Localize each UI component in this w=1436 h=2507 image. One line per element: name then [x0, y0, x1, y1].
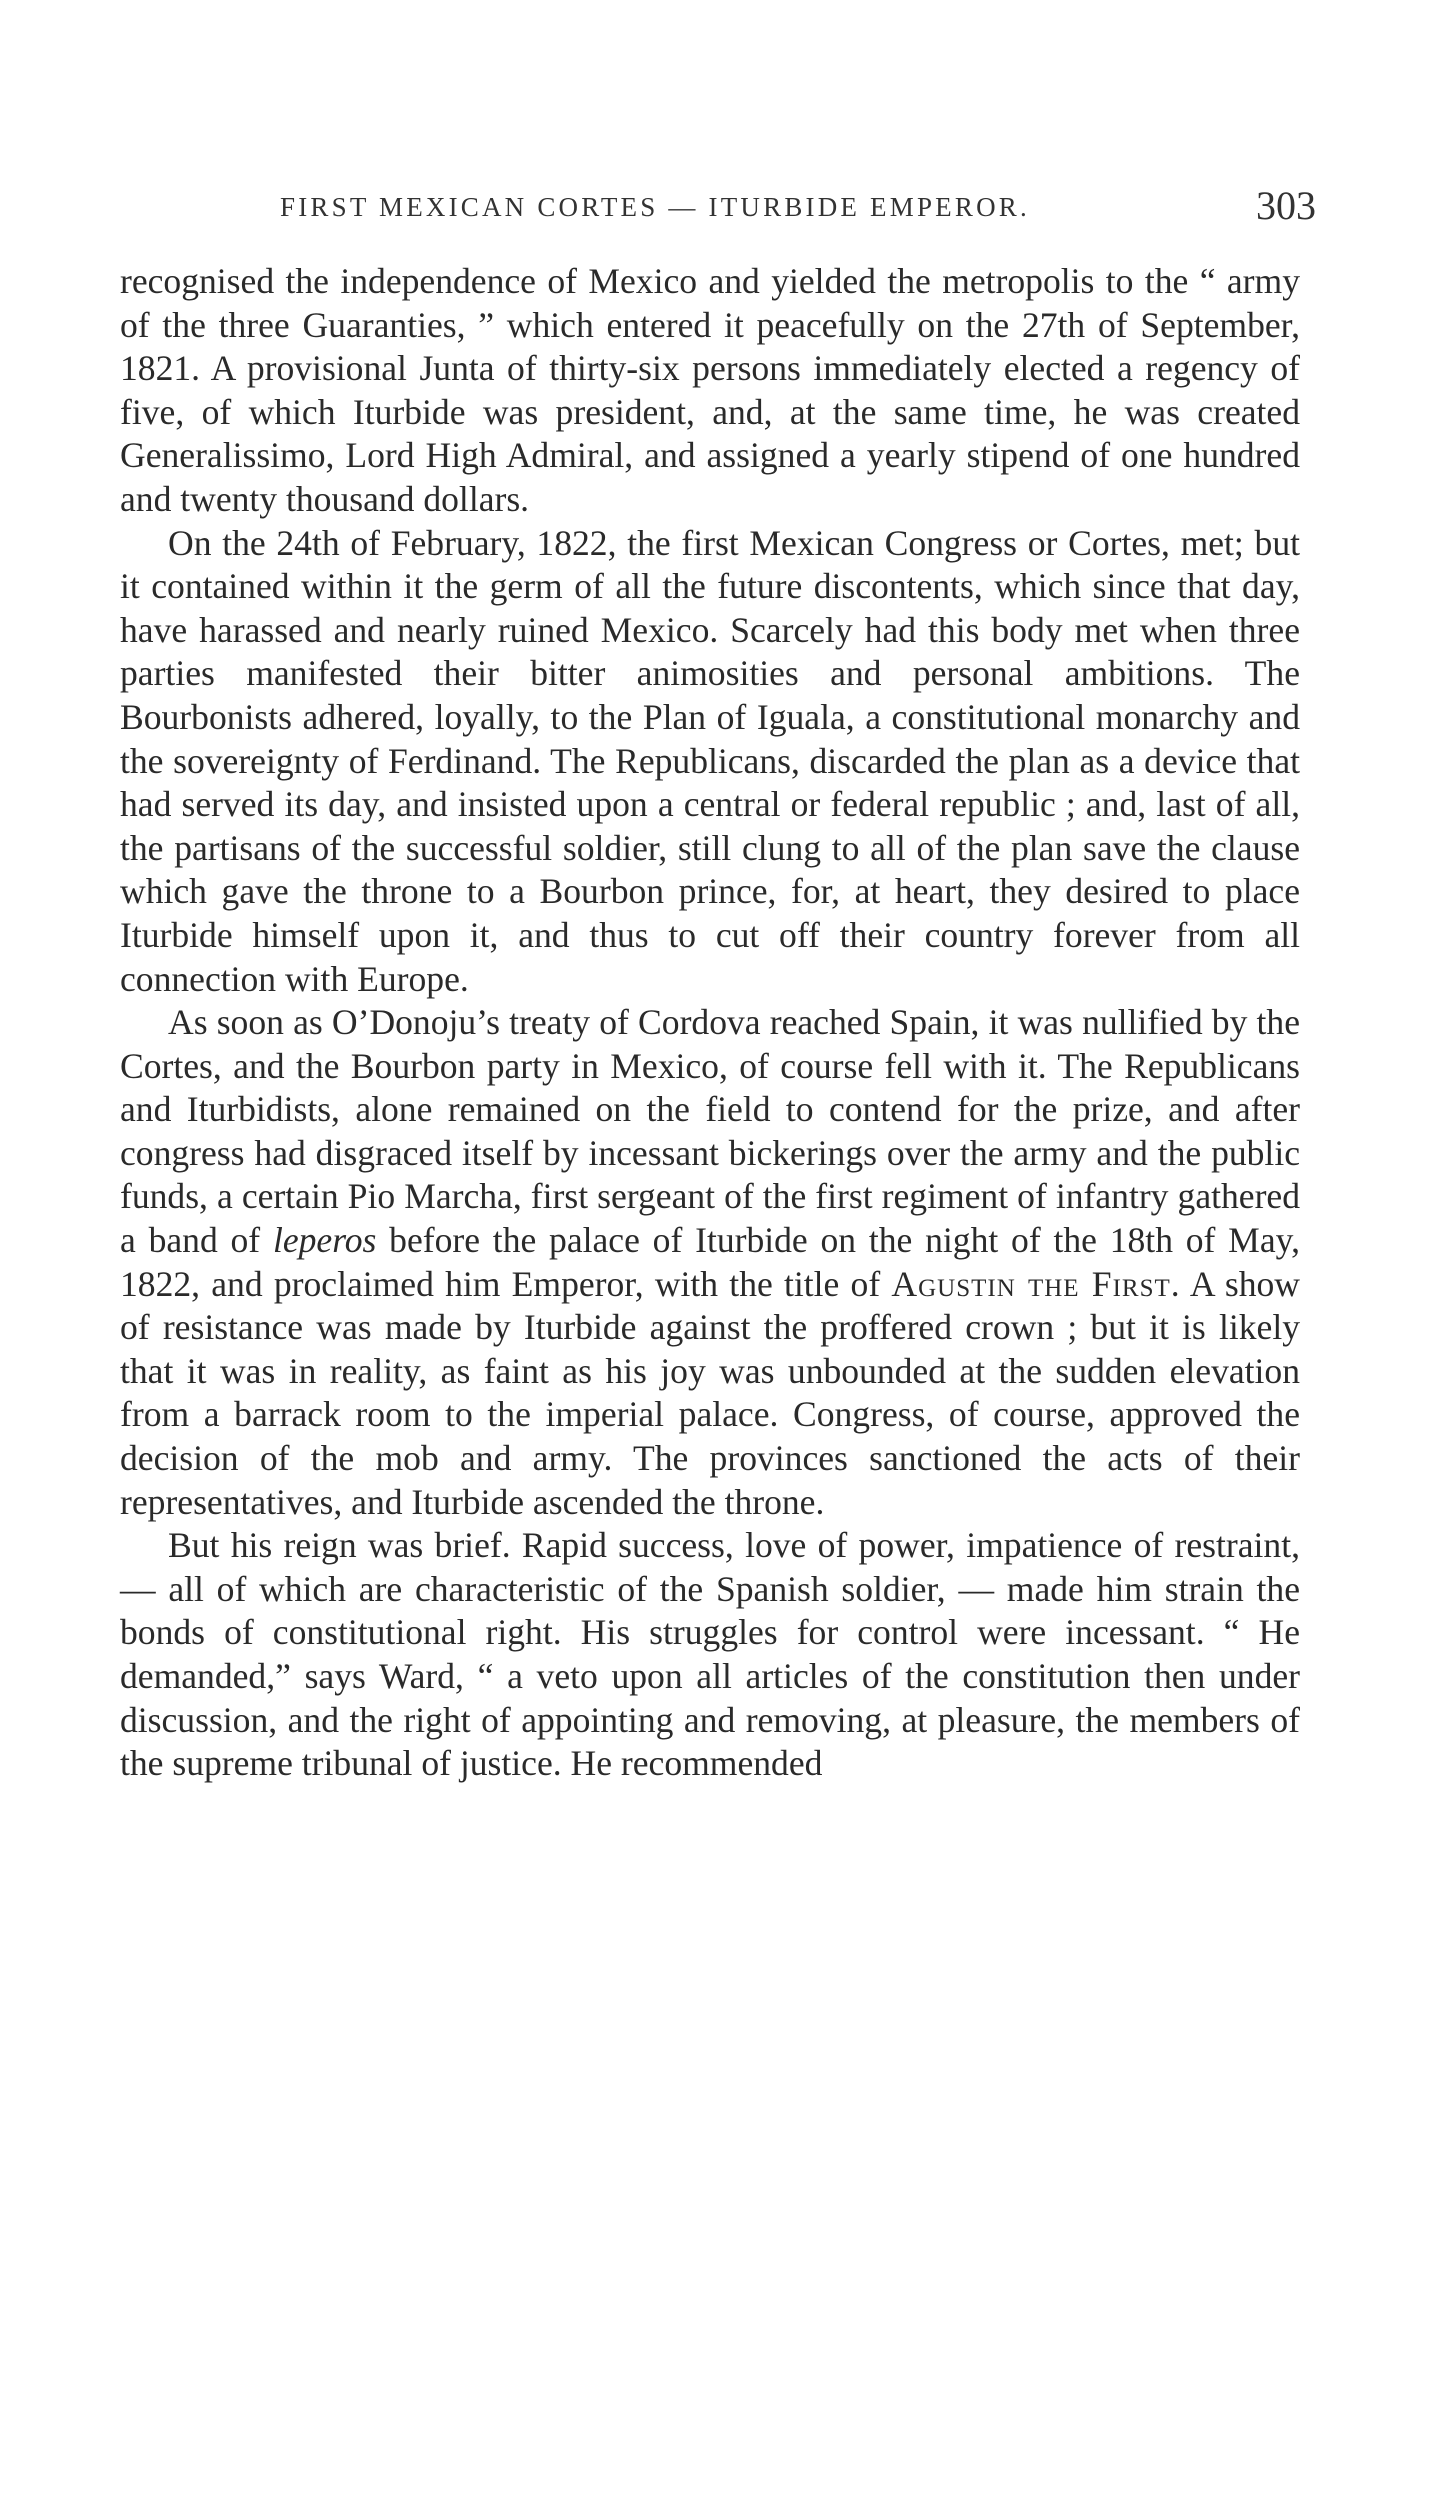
paragraph-3-part-1: As soon as O’Donoju’s treaty of Cordova reached Spain, it was nullified by the Cortes, and the Bourbon party in Mexico, of course fell with it. The Republicans and Iturbidists, alone remained on the field to contend for the prize, and after congress had disgraced itself by incessant bickerings over the army and the public funds, a certain Pio Marcha, first sergeant of the first regiment of infantry gathered a band of: [120, 1002, 1300, 1261]
paragraph-3-part-2: before the palace of Iturbide on the night of the 18th of May, 1822, and proclaimed him Emperor, with the title of: [120, 1220, 1300, 1304]
paragraph-2: On the 24th of February, 1822, the first Mexican Congress or Cortes, met; but it contained within it the germ of all the future discontents, which since that day, have harassed and nearly ruined Mexico. Scarcely had this body met when three parties manifested their bitter animosities and personal ambitions. The Bourbonists adhered, loyally, to the Plan of Iguala, a constitutional monarchy and the sovereignty of Ferdinand. The Republicans, discarded the plan as a device that had served its day, and insisted upon a central or federal republic ; and, last of all, the partisans of the successful soldier, still clung to all of the plan save the clause which gave the throne to a Bourbon prince, for, at heart, they desired to place Iturbide himself upon it, and thus to cut off their country forever from all connection with Europe.: [120, 522, 1300, 999]
running-head: [120, 182, 1316, 242]
paragraph-3: [120, 1001, 1300, 1524]
paragraph-1: recognised the independence of Mexico and yielded the metropolis to the “ army of the three Guaranties, ” which entered it peacefully on the 27th of September, 1821. A provisional Junta of thirty-six persons immediately elected a regency of five, of which Iturbide was president, and, at the same time, he was created Generalissimo, Lord High Admiral, and assigned a yearly stipend of one hundred and twenty thousand dollars.: [120, 261, 1300, 519]
smallcaps-title: Agustin the First.: [891, 1263, 1181, 1304]
running-title: FIRST MEXICAN CORTES — ITURBIDE EMPEROR.: [280, 192, 1030, 222]
paragraph-4: But his reign was brief. Rapid success, love of power, impatience of restraint, — all of which are characteristic of the Spanish soldier, — made him strain the bonds of constitutional right. His struggles for control were incessant. “ He demanded,” says Ward, “ a veto upon all articles of the constitution then under discussion, and the right of appointing and removing, at pleasure, the members of the supreme tribunal of justice. He recommended: [120, 1525, 1300, 1784]
page-number: 303: [1256, 183, 1316, 228]
body-text: [120, 260, 1300, 1786]
paragraph-3-part-3: A show of resistance was made by Iturbide against the proffered crown ; but it is likely that it was in reality, as faint as his joy was unbounded at the sudden elevation from a barrack room to the imperial palace. Congress, of course, approved the decision of the mob and army. The provinces sanctioned the acts of their representatives, and Iturbide ascended the throne.: [120, 1263, 1300, 1522]
italic-leperos: leperos: [272, 1220, 377, 1261]
